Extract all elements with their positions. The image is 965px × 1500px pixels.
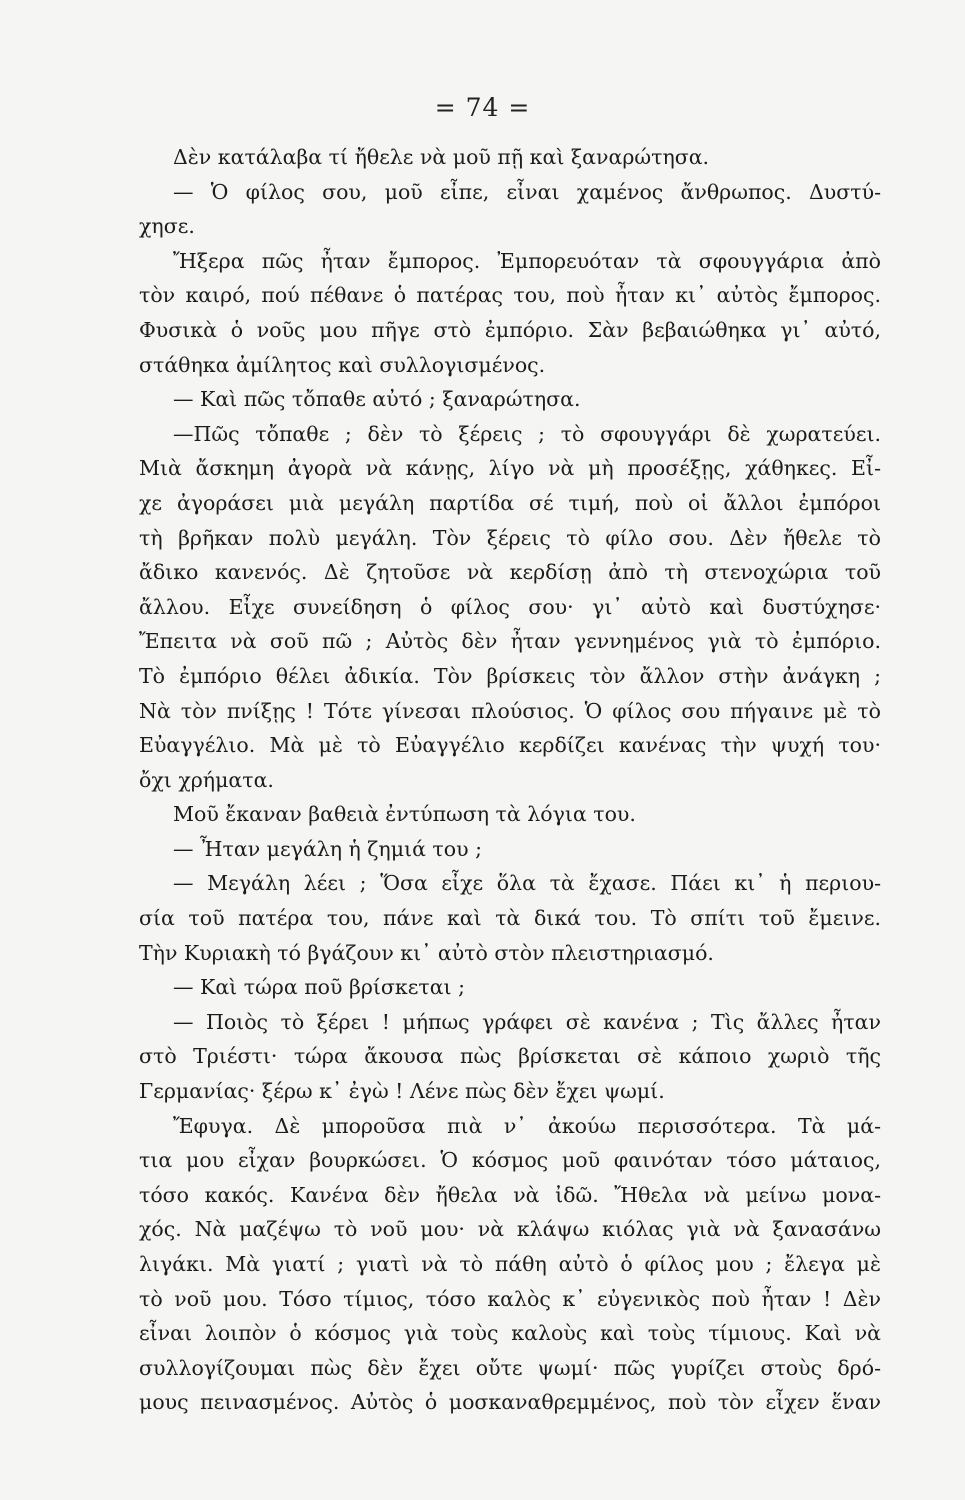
text-line: ὄχι χρήματα.	[139, 767, 274, 792]
text-line: Εὐαγγέλιο. Μὰ μὲ τὸ Εὐαγγέλιο κερδίζει κανένας τὴν ψυχή του·	[139, 733, 881, 758]
text-line: σία τοῦ πατέρα του, πάνε καὶ τὰ δικά του. Τὸ σπίτι τοῦ ἔμεινε.	[139, 906, 881, 931]
text-line: — Ὁ φίλος σου, μοῦ εἶπε, εἶναι χαμένος ἄνθρωπος. Δυστύ-	[173, 179, 881, 204]
text-line: — Ποιὸς τὸ ξέρει ! μήπως γράφει σὲ κανένα ; Τὶς ἄλλες ἦταν	[173, 1009, 881, 1034]
text-line: Τὸ ἐμπόριο θέλει ἀδικία. Τὸν βρίσκεις τὸν ἄλλον στὴν ἀνάγκη ;	[139, 663, 881, 688]
text-line: λιγάκι. Μὰ γιατί ; γιατὶ νὰ τὸ πάθη αὐτὸ ὁ φίλος μου ; ἔλεγα μὲ	[139, 1252, 881, 1276]
text-line: —Πῶς τὄπαθε ; δὲν τὸ ξέρεις ; τὸ σφουγγάρι δὲ χωρατεύει.	[173, 421, 881, 446]
text-line: — Καὶ τώρα ποῦ βρίσκεται ;	[173, 975, 466, 1000]
text-line: — Ἦταν μεγάλη ἡ ζημιά του ;	[173, 836, 482, 861]
text-line: Μοῦ ἔκαναν βαθειὰ ἐντύπωση τὰ λόγια του.	[173, 802, 636, 827]
text-line: χός. Νὰ μαζέψω τὸ νοῦ μου· νὰ κλάψω κιόλας γιὰ νὰ ξανασάνω	[139, 1217, 881, 1242]
text-line: Ἤξερα πῶς ἦταν ἔμπορος. Ἐμπορευόταν τὰ σφουγγάρια ἀπὸ	[173, 248, 881, 273]
text-line: — Καὶ πῶς τὄπαθε αὐτό ; ξαναρώτησα.	[173, 387, 581, 412]
text-line: τὸν καιρό, πού πέθανε ὁ πατέρας του, ποὺ ἦταν κι᾽ αὐτὸς ἔμπορος.	[139, 283, 881, 308]
text-line: — Μεγάλη λέει ; Ὅσα εἶχε ὅλα τὰ ἔχασε. Πάει κι᾽ ἡ περιου-	[173, 871, 881, 896]
text-line: μους πεινασμένος. Αὐτὸς ὁ μοσκαναθρεμμένος, ποὺ τὸν εἶχεν ἕναν	[139, 1390, 881, 1415]
text-line: ἄδικο κανενός. Δὲ ζητοῦσε νὰ κερδίσῃ ἀπὸ τὴ στενοχώρια τοῦ	[139, 560, 881, 585]
text-line: Ἔφυγα. Δὲ μποροῦσα πιὰ ν᾽ ἀκούω περισσότερα. Τὰ μά-	[173, 1113, 881, 1138]
text-line: χε ἀγοράσει μιὰ μεγάλη παρτίδα σέ τιμή, ποὺ οἱ ἄλλοι ἐμπόροι	[139, 490, 881, 515]
text-line: τόσο κακός. Κανένα δὲν ἤθελα νὰ ἰδῶ. Ἤθελα νὰ μείνω μονα-	[139, 1182, 881, 1207]
page-number: = 74 =	[434, 93, 531, 122]
text-line: Ἔπειτα νὰ σοῦ πῶ ; Αὐτὸς δὲν ἦταν γεννημένος γιὰ τὸ ἐμπόριο.	[139, 629, 881, 654]
text-line: Φυσικὰ ὁ νοῦς μου πῆγε στὸ ἐμπόριο. Σὰν βεβαιώθηκα γι᾽ αὐτό,	[139, 317, 881, 342]
text-line: χησε.	[139, 214, 195, 239]
text-line: ἄλλου. Εἶχε συνείδηση ὁ φίλος σου· γι᾽ αὐτὸ καὶ δυστύχησε·	[139, 594, 881, 619]
text-line: Νὰ τὸν πνίξῃς ! Τότε γίνεσαι πλούσιος. Ὁ φίλος σου πήγαινε μὲ τὸ	[139, 698, 881, 723]
text-line: Μιὰ ἄσκημη ἀγορὰ νὰ κάνῃς, λίγο νὰ μὴ προσέξῃς, χάθηκες. Εἶ-	[139, 456, 881, 481]
text-line: τια μου εἶχαν βουρκώσει. Ὁ κόσμος μοῦ φαινόταν τόσο μάταιος,	[139, 1148, 881, 1173]
text-line: Τὴν Κυριακὴ τό βγάζουν κι᾽ αὐτὸ στὸν πλειστηριασμό.	[139, 940, 714, 965]
text-line: εἶναι λοιπὸν ὁ κόσμος γιὰ τοὺς καλοὺς καὶ τοὺς τίμιους. Καὶ νὰ	[139, 1321, 881, 1346]
body-text	[139, 140, 881, 1420]
text-line: συλλογίζουμαι πὼς δὲν ἔχει οὔτε ψωμί· πῶς γυρίζει στοὺς δρό-	[139, 1355, 881, 1380]
text-line: στάθηκα ἀμίλητος καὶ συλλογισμένος.	[139, 352, 546, 377]
text-line: τὸ νοῦ μου. Τόσο τίμιος, τόσο καλὸς κ᾽ εὐγενικὸς ποὺ ἦταν ! Δὲν	[139, 1286, 881, 1311]
text-line: τὴ βρῆκαν πολὺ μεγάλη. Τὸν ξέρεις τὸ φίλο σου. Δὲν ἤθελε τὸ	[139, 525, 881, 550]
text-line: Δὲν κατάλαβα τί ἤθελε νὰ μοῦ πῇ καὶ ξαναρώτησα.	[173, 145, 710, 169]
text-line: Γερμανίας· ξέρω κ᾽ ἐγὼ ! Λένε πὼς δὲν ἔχει ψωμί.	[139, 1079, 665, 1104]
text-line: στὸ Τριέστι· τώρα ἄκουσα πὼς βρίσκεται σὲ κάποιο χωριὸ τῆς	[139, 1044, 881, 1069]
